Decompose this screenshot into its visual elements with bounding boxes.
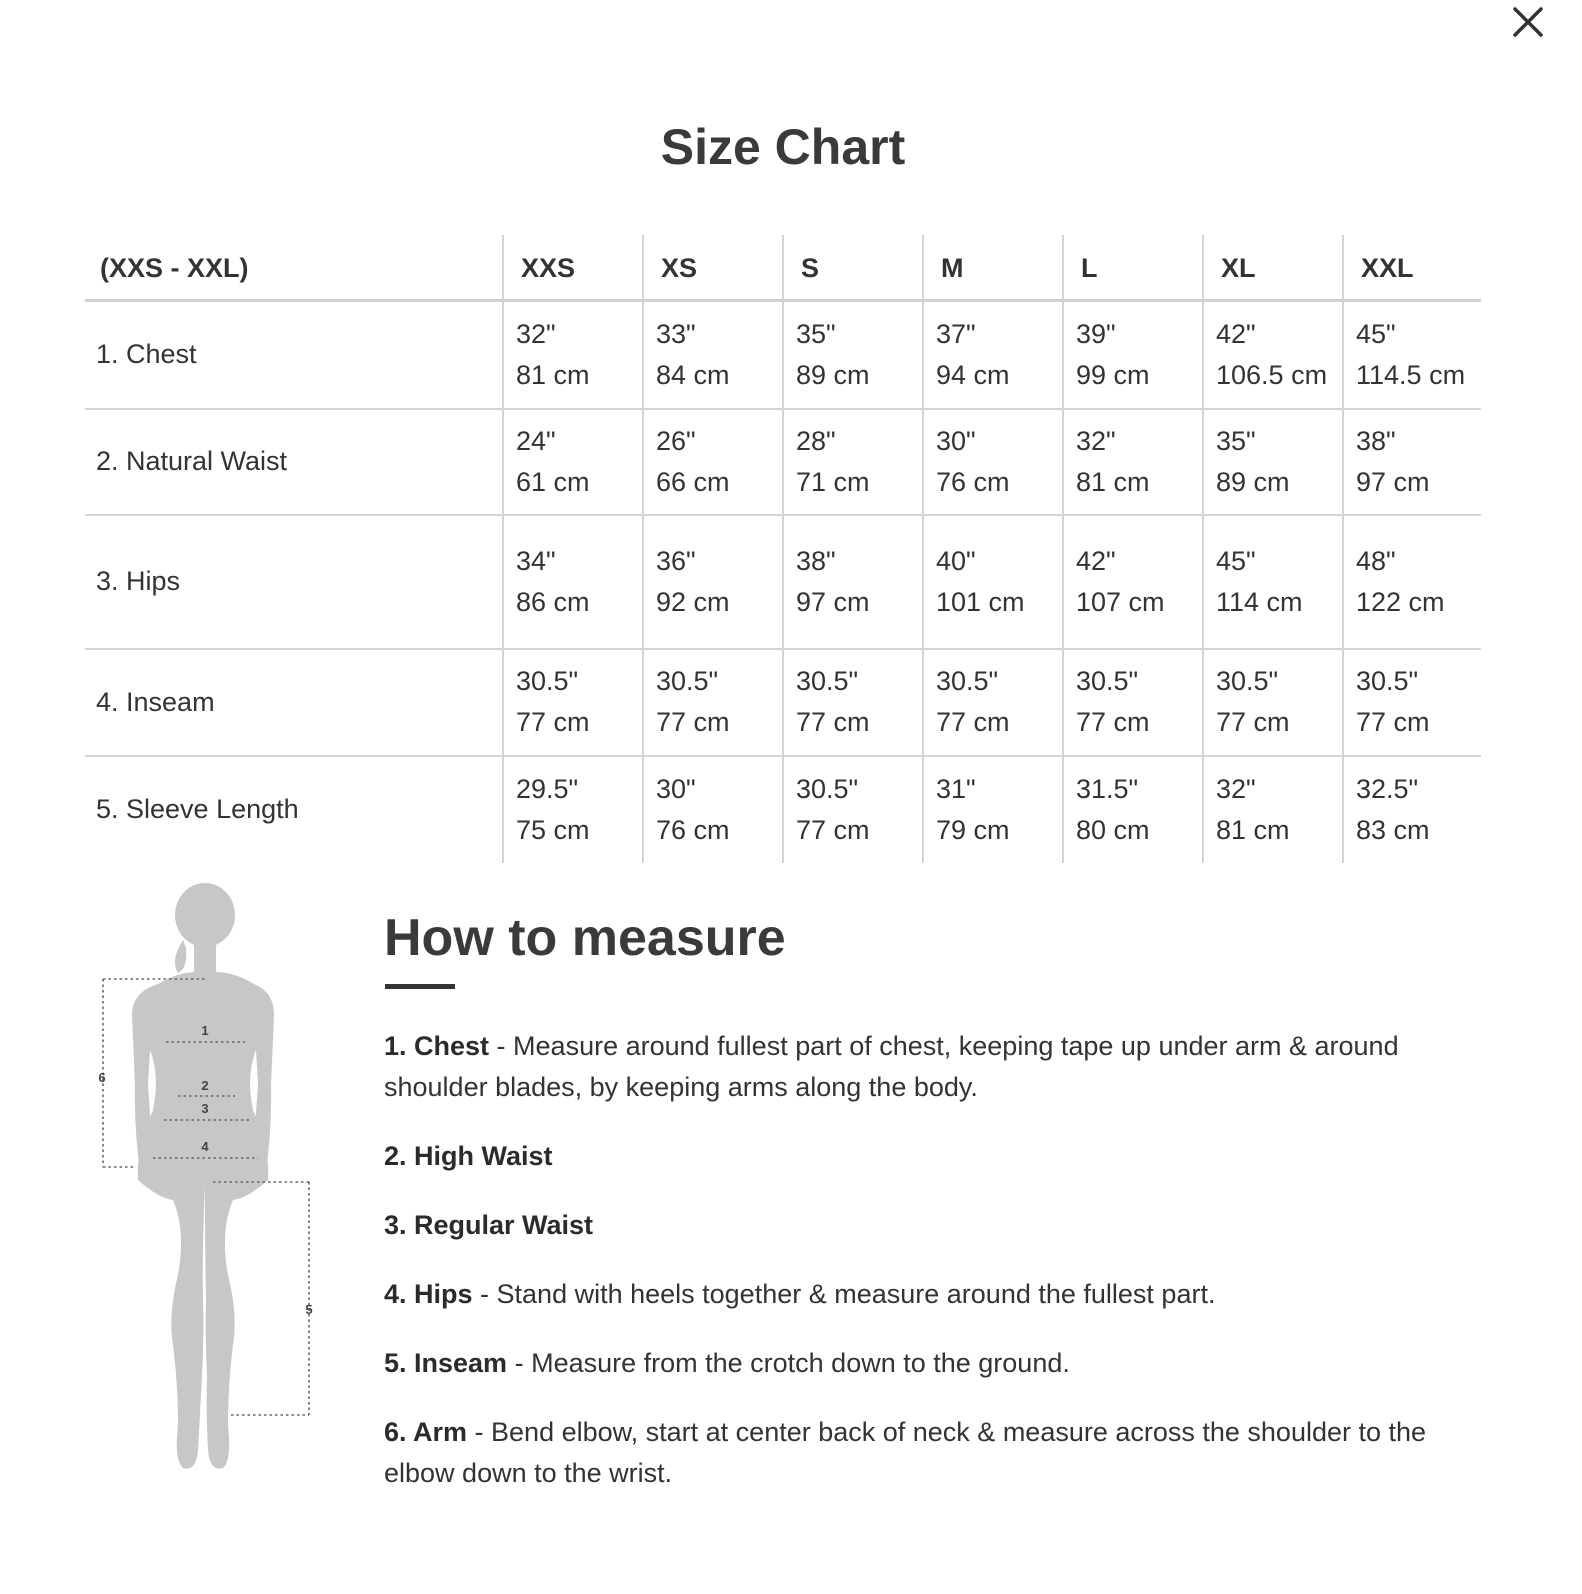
inch-value: 30" [936, 425, 976, 456]
inch-value: 35" [1216, 425, 1256, 456]
cm-value: 66 cm [656, 466, 730, 497]
cm-value: 92 cm [656, 586, 730, 617]
cm-value: 61 cm [516, 466, 590, 497]
instruction-description: - Stand with heels together & measure around the fullest part. [472, 1279, 1216, 1309]
instruction-item [384, 1412, 1479, 1494]
inch-value: 39" [1076, 318, 1116, 349]
close-icon [1510, 2, 1548, 40]
size-header-l: L [1063, 235, 1203, 301]
inch-value: 30.5" [1216, 666, 1279, 696]
inch-value: 30.5" [516, 666, 579, 696]
inch-value: 31" [936, 773, 976, 804]
instruction-description: - Measure from the crotch down to the ground. [507, 1348, 1070, 1378]
body-measurement-figure [88, 880, 328, 1480]
measurement-cell [503, 409, 643, 515]
size-header-xl: XL [1203, 235, 1343, 301]
measurement-cell [923, 649, 1063, 756]
cm-value: 77 cm [656, 707, 730, 737]
cm-value: 75 cm [516, 814, 590, 845]
measure-instructions [384, 1026, 1479, 1522]
inch-value: 31.5" [1076, 773, 1139, 804]
inch-value: 32.5" [1356, 773, 1419, 804]
size-header-xxl: XXL [1343, 235, 1481, 301]
inch-value: 38" [796, 545, 836, 576]
inch-value: 30" [656, 773, 696, 804]
measurement-cell [783, 756, 923, 863]
inch-value: 30.5" [936, 666, 999, 696]
cm-value: 84 cm [656, 359, 730, 390]
cm-value: 81 cm [516, 359, 590, 390]
cm-value: 81 cm [1076, 466, 1150, 497]
inch-value: 30.5" [796, 666, 859, 696]
table-row-natural-waist [85, 409, 1481, 515]
instruction-item [384, 1026, 1479, 1108]
cm-value: 101 cm [936, 586, 1025, 617]
inch-value: 32" [1216, 773, 1256, 804]
measurement-cell [783, 409, 923, 515]
size-header-m: M [923, 235, 1063, 301]
marker-4: 4 [201, 1139, 209, 1154]
page-title: Size Chart [660, 119, 906, 175]
cm-value: 106.5 cm [1216, 359, 1328, 390]
inch-value: 45" [1356, 318, 1396, 349]
measurement-cell [1343, 649, 1481, 756]
inch-value: 30.5" [656, 666, 719, 696]
measurement-cell [1203, 409, 1343, 515]
instruction-item [384, 1274, 1479, 1315]
cm-value: 77 cm [516, 707, 590, 737]
inch-value: 24" [516, 425, 556, 456]
table-row-chest [85, 301, 1481, 409]
silhouette [132, 883, 274, 1469]
cm-value: 114.5 cm [1356, 359, 1466, 390]
inch-value: 37" [936, 318, 976, 349]
instruction-term: 6. Arm [384, 1417, 468, 1447]
inch-value: 29.5" [516, 773, 579, 804]
row-label: 3. Hips [85, 515, 503, 649]
marker-3: 3 [201, 1101, 209, 1116]
measurement-cell [503, 756, 643, 863]
measurement-cell [503, 301, 643, 409]
inch-value: 30.5" [796, 773, 859, 804]
cm-value: 81 cm [1216, 814, 1290, 845]
measurement-cell [1343, 409, 1481, 515]
instruction-item [384, 1343, 1479, 1384]
instruction-term: 1. Chest [384, 1031, 490, 1061]
cm-value: 77 cm [1356, 707, 1430, 737]
inch-value: 32" [1076, 425, 1116, 456]
cm-value: 77 cm [796, 707, 870, 737]
inch-value: 40" [936, 545, 976, 576]
cm-value: 83 cm [1356, 814, 1430, 845]
row-label: 4. Inseam [85, 649, 503, 756]
cm-value: 107 cm [1076, 586, 1165, 617]
table-row-hips [85, 515, 1481, 649]
measurement-cell [923, 301, 1063, 409]
inch-value: 48" [1356, 545, 1396, 576]
inch-value: 26" [656, 425, 696, 456]
measurement-cell [643, 409, 783, 515]
cm-value: 114 cm [1216, 586, 1303, 617]
size-header-xs: XS [643, 235, 783, 301]
instruction-term: 5. Inseam [384, 1348, 508, 1378]
measurement-cell [1203, 515, 1343, 649]
cm-value: 79 cm [936, 814, 1010, 845]
cm-value: 89 cm [796, 359, 870, 390]
instruction-term: 4. Hips [384, 1279, 473, 1309]
measurement-cell [1343, 756, 1481, 863]
cm-value: 86 cm [516, 586, 590, 617]
cm-value: 76 cm [656, 814, 730, 845]
row-label: 2. Natural Waist [85, 409, 503, 515]
cm-value: 80 cm [1076, 814, 1150, 845]
inch-value: 28" [796, 425, 836, 456]
cm-value: 122 cm [1356, 586, 1445, 617]
measurement-cell [1203, 649, 1343, 756]
measurement-cell [923, 515, 1063, 649]
marker-2: 2 [201, 1078, 209, 1093]
cm-value: 94 cm [936, 359, 1010, 390]
inch-value: 32" [516, 318, 556, 349]
measurement-cell [1203, 756, 1343, 863]
inch-value: 30.5" [1076, 666, 1139, 696]
measurement-cell [1063, 301, 1203, 409]
inch-value: 45" [1216, 545, 1256, 576]
cm-value: 77 cm [936, 707, 1010, 737]
measurement-cell [1063, 649, 1203, 756]
heading-underline [385, 984, 455, 989]
inch-value: 35" [796, 318, 836, 349]
size-header-row [85, 235, 1481, 301]
instruction-description: - Bend elbow, start at center back of neck & measure across the shoulder to the elbow down to the wrist. [384, 1417, 1427, 1488]
cm-value: 97 cm [796, 586, 870, 617]
measurement-cell [643, 756, 783, 863]
cm-value: 77 cm [1076, 707, 1150, 737]
measurement-cell [643, 515, 783, 649]
inch-value: 36" [656, 545, 696, 576]
table-row-inseam [85, 649, 1481, 756]
size-header-s: S [783, 235, 923, 301]
measurement-cell [923, 756, 1063, 863]
inch-value: 38" [1356, 425, 1396, 456]
size-range-header: (XXS - XXL) [85, 235, 503, 301]
inch-value: 34" [516, 545, 556, 576]
size-table [85, 235, 1481, 863]
cm-value: 77 cm [796, 814, 870, 845]
cm-value: 99 cm [1076, 359, 1150, 390]
measurement-cell [783, 515, 923, 649]
inch-value: 30.5" [1356, 666, 1419, 696]
measurement-cell [923, 409, 1063, 515]
measurement-cell [643, 301, 783, 409]
instruction-item [384, 1205, 1479, 1246]
table-row-sleeve-length [85, 756, 1481, 863]
size-header-xxs: XXS [503, 235, 643, 301]
measurement-cell [783, 301, 923, 409]
instruction-term: 2. High Waist [384, 1141, 553, 1171]
marker-1: 1 [201, 1023, 209, 1038]
instruction-description: - Measure around fullest part of chest, keeping tape up under arm & around shoulder blades, by keeping arms along the body. [384, 1031, 1399, 1102]
close-button[interactable] [1510, 2, 1548, 40]
row-label: 1. Chest [85, 301, 503, 409]
marker-5: 5 [305, 1302, 313, 1317]
measurement-cell [1203, 301, 1343, 409]
cm-value: 71 cm [796, 466, 870, 497]
measurement-cell [643, 649, 783, 756]
inch-value: 33" [656, 318, 696, 349]
measurement-cell [1063, 756, 1203, 863]
cm-value: 97 cm [1356, 466, 1430, 497]
cm-value: 76 cm [936, 466, 1010, 497]
cm-value: 77 cm [1216, 707, 1290, 737]
instruction-term: 3. Regular Waist [384, 1210, 594, 1240]
measurement-cell [1343, 301, 1481, 409]
marker-6: 6 [98, 1070, 106, 1085]
measurement-cell [1063, 515, 1203, 649]
measurement-cell [503, 649, 643, 756]
measurement-cell [1063, 409, 1203, 515]
measurement-cell [783, 649, 923, 756]
instruction-item [384, 1136, 1479, 1177]
inch-value: 42" [1076, 545, 1116, 576]
measurement-cell [1343, 515, 1481, 649]
cm-value: 89 cm [1216, 466, 1290, 497]
row-label: 5. Sleeve Length [96, 794, 299, 824]
inch-value: 42" [1216, 318, 1256, 349]
measurement-cell [503, 515, 643, 649]
how-to-measure-heading: How to measure [384, 909, 786, 967]
